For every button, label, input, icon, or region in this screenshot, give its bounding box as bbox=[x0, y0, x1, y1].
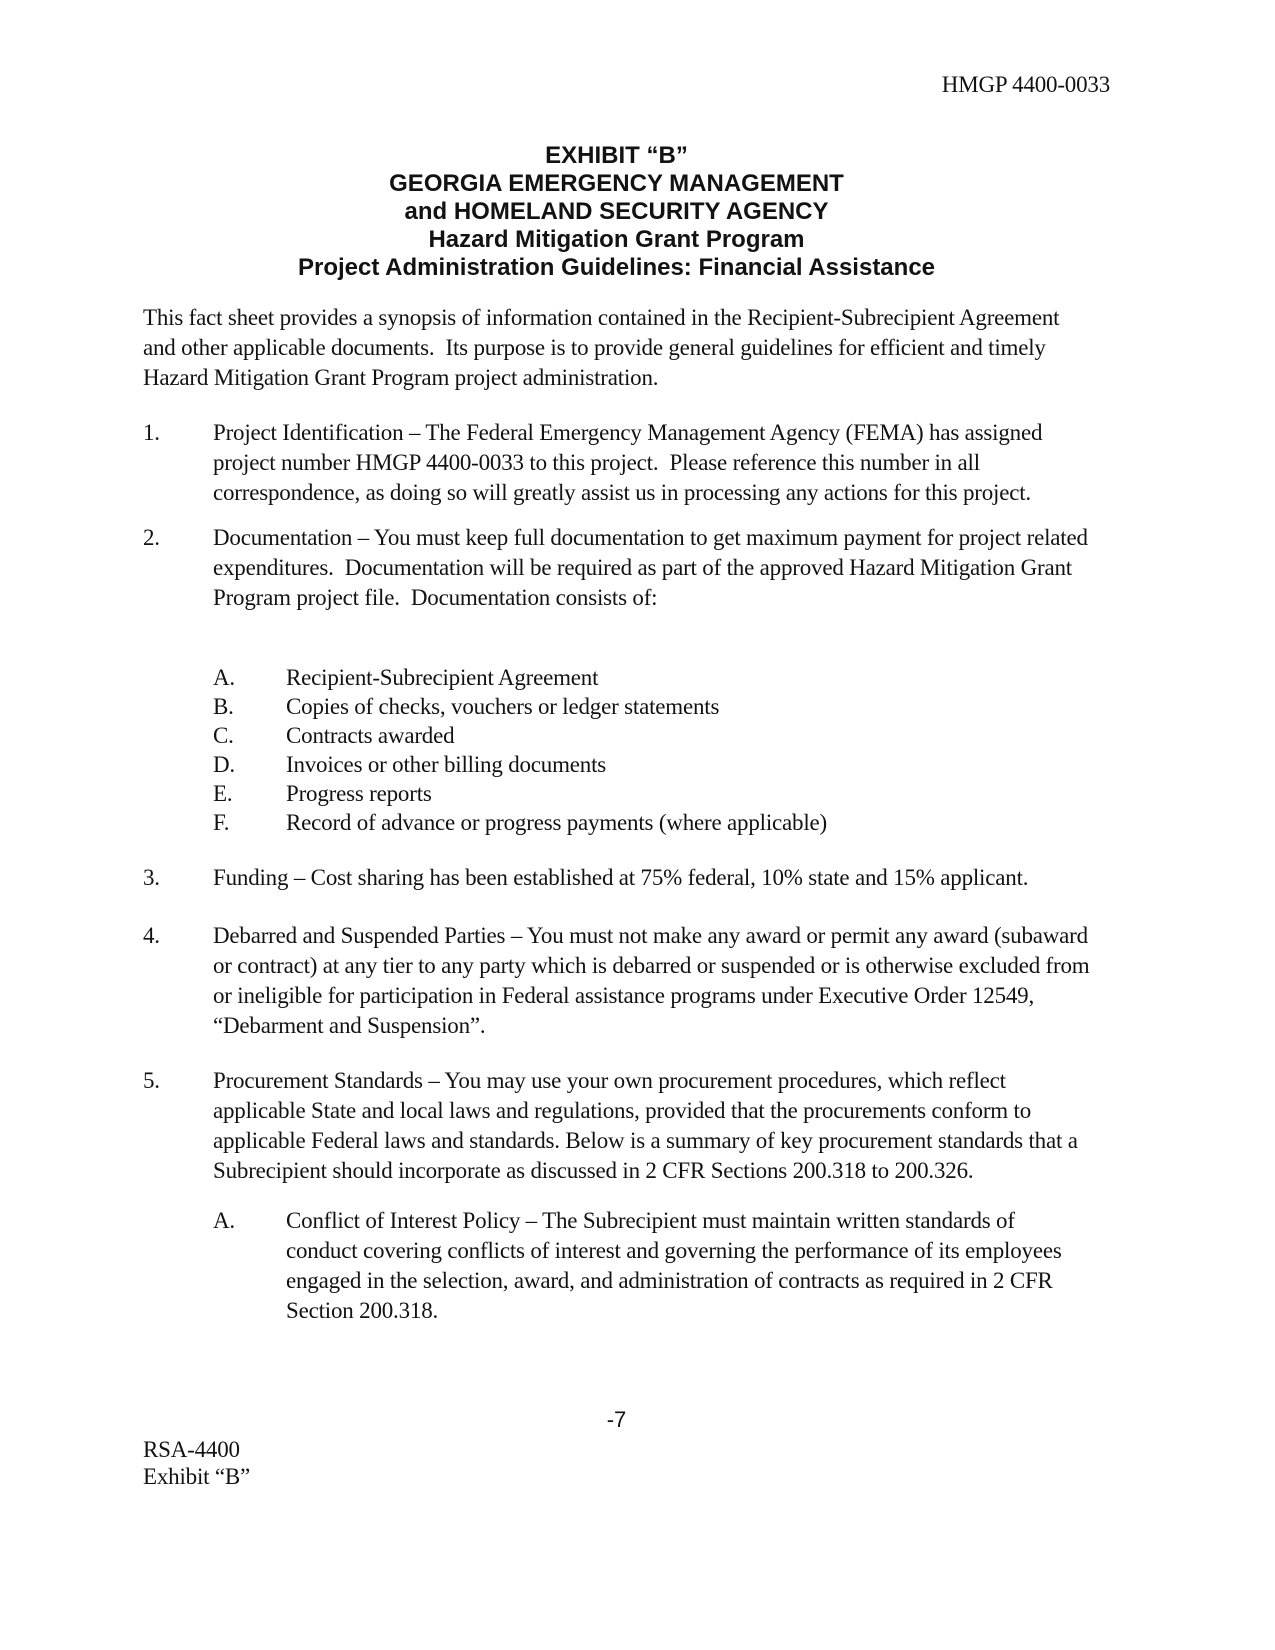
page-number: -7 bbox=[606, 1407, 627, 1432]
sub-item-d-letter: D. bbox=[213, 752, 235, 777]
list-item-4-number: 4. bbox=[143, 923, 160, 948]
list-item-2-sublist bbox=[213, 663, 1090, 837]
list-item-1 bbox=[143, 418, 1090, 508]
sub-item-a bbox=[213, 663, 1090, 692]
title-line-agency-2: and HOMELAND SECURITY AGENCY bbox=[404, 198, 829, 225]
header-doc-number: HMGP 4400-0033 bbox=[941, 72, 1110, 97]
sub-item-c-text: Contracts awarded bbox=[286, 723, 455, 748]
title-line-subtitle: Project Administration Guidelines: Financial Assistance bbox=[297, 254, 936, 281]
sub-item-b bbox=[213, 692, 1090, 721]
list-item-3-text: Funding – Cost sharing has been established at 75% federal, 10% state and 15% applicant. bbox=[213, 865, 1029, 890]
footer-doc-id: RSA-4400 bbox=[143, 1437, 240, 1462]
list-item-2-number: 2. bbox=[143, 525, 160, 550]
list-item-2 bbox=[143, 523, 1094, 837]
sub-item-d bbox=[213, 750, 1090, 779]
title-line-exhibit: EXHIBIT “B” bbox=[545, 142, 688, 169]
sub-item-c bbox=[213, 721, 1090, 750]
sub-item-b-letter: B. bbox=[213, 694, 234, 719]
sub-item-5a-text: Conflict of Interest Policy – The Subrecipient must maintain written standards of conduct covering conflicts of interest and governing the performance of its employees engaged in the selection, award, and administration of contracts as required in 2 CFR Section 200.318. bbox=[286, 1208, 1062, 1323]
sub-item-e bbox=[213, 779, 1090, 808]
sub-item-5a bbox=[213, 1206, 1090, 1326]
title-line-program: Hazard Mitigation Grant Program bbox=[428, 226, 805, 253]
footer-id-block bbox=[143, 1436, 1090, 1490]
list-item-5 bbox=[143, 1066, 1090, 1326]
sub-item-5a-letter: A. bbox=[213, 1208, 235, 1233]
list-item-5-number: 5. bbox=[143, 1068, 160, 1093]
sub-item-a-letter: A. bbox=[213, 665, 235, 690]
list-item-1-number: 1. bbox=[143, 420, 160, 445]
list-item-3-number: 3. bbox=[143, 865, 160, 890]
list-item-2-text: Documentation – You must keep full documentation to get maximum payment for project related expenditures. Documentation will be required as part of the approved Hazard Mitigation Grant Program project file. Documentation consists of: bbox=[213, 525, 1094, 610]
list-item-1-text: Project Identification – The Federal Emergency Management Agency (FEMA) has assigned project number HMGP 4400-0033 to this project. Please reference this number in all correspondence, as doing so will greatly assist us in processing any actions for this project. bbox=[213, 420, 1048, 505]
sub-item-a-text: Recipient-Subrecipient Agreement bbox=[286, 665, 599, 690]
list-item-3 bbox=[143, 863, 1090, 893]
page-footer bbox=[143, 1407, 1090, 1490]
sub-item-f bbox=[213, 808, 1090, 837]
sub-item-d-text: Invoices or other billing documents bbox=[286, 752, 607, 777]
sub-item-c-letter: C. bbox=[213, 723, 234, 748]
footer-exhibit-label: Exhibit “B” bbox=[143, 1464, 251, 1489]
list-item-5-text: Procurement Standards – You may use your own procurement procedures, which reflect applicable State and local laws and regulations, provided that the procurements conform to applicable Federal laws and standards. Below is a summary of key procurement standards that a Subrecipient should incorporate as discussed in 2 CFR Sections 200.318 to 200.326. bbox=[213, 1068, 1084, 1183]
sub-item-e-letter: E. bbox=[213, 781, 233, 806]
sub-item-f-text: Record of advance or progress payments (where applicable) bbox=[286, 810, 828, 835]
sub-item-f-letter: F. bbox=[213, 810, 230, 835]
intro-paragraph: This fact sheet provides a synopsis of information contained in the Recipient-Subrecipient Agreement and other applicable documents. Its purpose is to provide general guidelines for efficient and timely Hazard Mitigation Grant Program project administration. bbox=[143, 305, 1065, 390]
sub-item-b-text: Copies of checks, vouchers or ledger statements bbox=[286, 694, 720, 719]
title-line-agency-1: GEORGIA EMERGENCY MANAGEMENT bbox=[389, 170, 844, 197]
title-block bbox=[143, 142, 1090, 282]
document-body bbox=[143, 303, 1096, 1326]
list-item-4-text: Debarred and Suspended Parties – You must not make any award or permit any award (subaward or contract) at any tier to any party which is debarred or suspended or is otherwise excluded from or ineligible for participation in Federal assistance programs under Executive Order 12549, “Debarment and Suspension”. bbox=[213, 923, 1096, 1038]
list-item-5-sublist bbox=[213, 1206, 1090, 1326]
list-item-4 bbox=[143, 921, 1096, 1041]
sub-item-e-text: Progress reports bbox=[286, 781, 432, 806]
